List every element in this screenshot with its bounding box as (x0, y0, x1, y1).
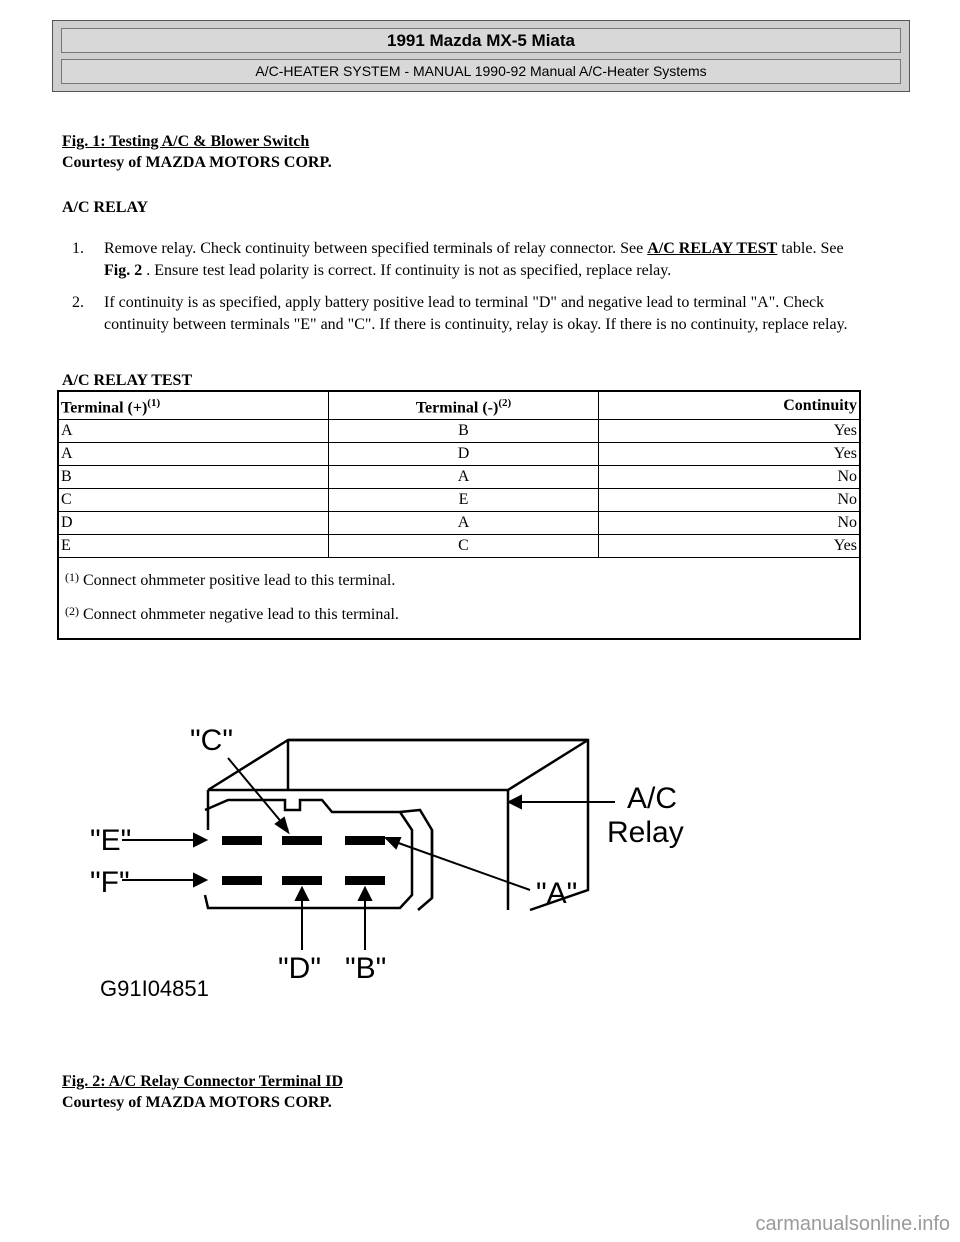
relay-test-table (57, 390, 861, 640)
table-notes-row (58, 558, 860, 640)
page-header (52, 20, 910, 92)
cell-terminal-positive: D (58, 512, 329, 535)
cell-terminal-positive: A (58, 443, 329, 466)
diagram-code: G91I04851 (100, 976, 209, 1001)
label-relay-line1: A/C (627, 782, 678, 815)
procedure-steps (62, 238, 872, 346)
manual-title: 1991 Mazda MX-5 Miata (61, 28, 901, 53)
step-number: 2. (72, 294, 84, 311)
label-terminal-a: "A" (536, 877, 578, 910)
relay-body (205, 740, 588, 910)
cell-terminal-negative: E (329, 489, 599, 512)
cell-terminal-negative: D (329, 443, 599, 466)
fig2-caption[interactable]: Fig. 2: A/C Relay Connector Terminal ID (62, 1073, 344, 1090)
fig2-reference: Fig. 2 (104, 262, 143, 279)
fig1-caption[interactable]: Fig. 1: Testing A/C & Blower Switch (62, 133, 310, 150)
step-number: 1. (72, 240, 84, 257)
label-terminal-c: "C" (190, 724, 233, 757)
step-text: table. See (777, 240, 844, 257)
fig2-courtesy: Courtesy of MAZDA MOTORS CORP. (62, 1094, 332, 1111)
step-item (62, 292, 872, 336)
label-terminal-e: "E" (90, 824, 132, 857)
site-watermark: carmanualsonline.info (755, 1213, 950, 1235)
cell-terminal-negative: A (329, 466, 599, 489)
table-header-row (58, 391, 860, 420)
cell-continuity: Yes (599, 443, 861, 466)
table-row (58, 512, 860, 535)
table-row (58, 535, 860, 558)
label-terminal-b: "B" (345, 952, 387, 985)
section-title: A/C RELAY (62, 199, 149, 216)
table-title: A/C RELAY TEST (62, 372, 193, 389)
header-continuity: Continuity (599, 391, 861, 420)
leader-arrows (122, 758, 615, 950)
step-text: If continuity is as specified, apply battery positive lead to terminal "D" and negative lead to terminal "A". Check continuity between terminals "E" and "C". If there is continuity, relay is okay. If there is no continuity, replace relay. (104, 294, 848, 333)
header-terminal-negative: Terminal $(-)^{(2)}$ (329, 391, 599, 420)
cell-continuity: Yes (599, 420, 861, 443)
table-row (58, 489, 860, 512)
relay-connector-diagram (60, 700, 720, 1020)
cell-continuity: No (599, 489, 861, 512)
table-notes (58, 558, 860, 640)
cell-continuity: No (599, 466, 861, 489)
table-row (58, 443, 860, 466)
step-item (62, 238, 872, 282)
step-text: . Ensure test lead polarity is correct. If continuity is not as specified, replace relay. (142, 262, 672, 279)
table-row (58, 420, 860, 443)
connector-pins (222, 836, 385, 885)
cell-terminal-negative: B (329, 420, 599, 443)
relay-test-link[interactable]: A/C RELAY TEST (647, 240, 778, 257)
cell-terminal-positive: B (58, 466, 329, 489)
cell-terminal-negative: A (329, 512, 599, 535)
label-terminal-f: "F" (90, 866, 130, 899)
footnote-1: $^{(1)}$ Connect ohmmeter positive lead to this terminal. (65, 570, 396, 590)
step-text: Remove relay. Check continuity between specified terminals of relay connector. See (104, 240, 648, 257)
terminal-labels (90, 724, 684, 985)
header-terminal-positive: Terminal $(+)^{(1)}$ (58, 391, 329, 420)
table-row (58, 466, 860, 489)
cell-terminal-positive: A (58, 420, 329, 443)
cell-terminal-positive: E (58, 535, 329, 558)
footnote-2: $^{(2)}$ Connect ohmmeter negative lead to this terminal. (65, 604, 399, 624)
fig1-courtesy: Courtesy of MAZDA MOTORS CORP. (62, 154, 332, 171)
manual-subtitle: A/C-HEATER SYSTEM - MANUAL 1990-92 Manual A/C-Heater Systems (61, 59, 901, 84)
label-terminal-d: "D" (278, 952, 321, 985)
cell-continuity: No (599, 512, 861, 535)
cell-terminal-negative: C (329, 535, 599, 558)
cell-continuity: Yes (599, 535, 861, 558)
label-relay-line2: Relay (607, 816, 684, 849)
cell-terminal-positive: C (58, 489, 329, 512)
